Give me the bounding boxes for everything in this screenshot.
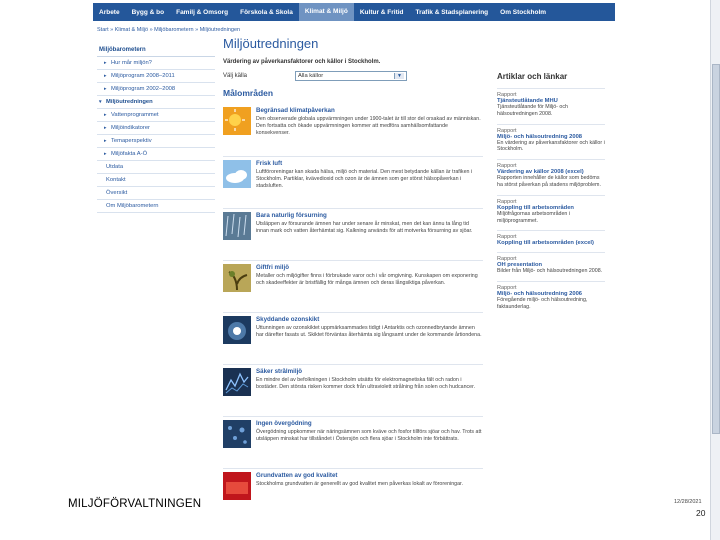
nav-item-4[interactable]: Klimat & Miljö (299, 3, 354, 21)
target-area-title-link[interactable]: Ingen övergödning (256, 420, 312, 427)
sun-icon[interactable] (223, 107, 251, 135)
web-page (93, 0, 615, 540)
target-area-text (256, 368, 483, 416)
article-type: Rapport (497, 256, 517, 263)
radiation-icon[interactable] (223, 368, 251, 396)
chevron-right-icon: ▸ (104, 138, 107, 144)
target-area-title-link[interactable]: Säker strålmiljö (256, 368, 303, 375)
article-link-item (497, 252, 605, 281)
leftnav-item-label: Miljöprogram 2008–2011 (111, 73, 175, 79)
chevron-right-icon: ▸ (104, 112, 107, 118)
target-area-item (223, 208, 483, 260)
footer-page-number: 20 (696, 508, 706, 518)
links-list (497, 88, 605, 317)
chevron-right-icon: ▸ (104, 151, 107, 157)
footer-date: 12/28/2021 (674, 499, 702, 505)
target-area-title-link[interactable]: Frisk luft (256, 160, 283, 167)
nav-item-7[interactable]: Om Stockholm (500, 8, 547, 16)
article-link[interactable]: Tjänsteutlåtande MHU (497, 98, 558, 104)
leftnav-item-label: Översikt (106, 190, 128, 196)
leftnav-title[interactable]: Miljöbarometern (97, 42, 215, 57)
article-link-item (497, 124, 605, 160)
article-link[interactable]: Miljö- och hälsoutredning 2006 (497, 291, 583, 298)
article-link[interactable]: Koppling till arbetsområden (497, 204, 574, 211)
leftnav-item-label: Hur mår miljön? (111, 60, 152, 66)
leftnav-item[interactable] (97, 148, 215, 161)
leftnav-item-label: Vattenprogrammet (111, 112, 159, 118)
leftnav-item-label: Miljöutredningen (106, 99, 153, 105)
filter-row (223, 71, 483, 81)
leftnav-item[interactable] (97, 109, 215, 122)
leftnav-item[interactable] (97, 57, 215, 70)
nav-item-6[interactable]: Trafik & Stadsplanering (415, 8, 489, 16)
article-description: Rapporten innehåller de källor som bedöms ha störst påverkan på stadens miljöproblem. (497, 175, 601, 188)
filter-label: Välj källa (223, 73, 248, 79)
plant-icon[interactable] (223, 264, 251, 292)
scrollbar-thumb[interactable] (712, 64, 720, 434)
main-content (223, 36, 483, 520)
article-link-item (497, 88, 605, 124)
article-type: Rapport (497, 163, 517, 170)
target-area-description: Övergödning uppkommer när näringsämnen som kväve och fosfor tillförs sjöar och hav. Trots att utsläppen minskat har tillståndet i Östersjön och flera sjöar i Stockholm inte förbättrats. (256, 429, 482, 442)
article-type: Rapport (497, 127, 517, 134)
leftnav-item[interactable] (97, 161, 215, 174)
target-area-title-link[interactable]: Grundvatten av god kvalitet (256, 472, 338, 479)
leftnav-item[interactable] (97, 96, 215, 109)
target-area-item (223, 156, 483, 208)
target-area-title-link[interactable]: Begränsad klimatpåverkan (256, 107, 335, 114)
target-area-item (223, 364, 483, 416)
target-area-item (223, 468, 483, 520)
leftnav-item-label: Miljöindikatorer (111, 125, 150, 131)
target-area-text (256, 212, 483, 260)
leftnav-item-label: Temaperspektiv (111, 138, 152, 144)
article-link-item (497, 195, 605, 231)
target-area-description: Uttunningen av ozonskiktet uppmärksammades tidigt i Antarktis och ozonnedbrytande ämnen har därefter fasats ut. Skiktet förväntas återhämta sig långsamt under de kommande årtiondena. (256, 325, 482, 338)
leftnav-item[interactable] (97, 200, 215, 213)
leftnav-item-label: Om Miljöbarometern (106, 203, 159, 209)
right-heading: Artiklar och länkar (497, 72, 568, 81)
article-type: Rapport (497, 92, 517, 98)
target-area-title-link[interactable]: Bara naturlig försurning (256, 212, 327, 219)
article-link[interactable]: OH presentation (497, 262, 543, 269)
article-type: Rapport (497, 198, 517, 205)
target-area-description: Utsläppen av försurande ämnen har under senare år minskat, men det kan ännu ta lång tid innan mark och vatten återhämtat sig. Kalkning används för att motverka försurning av sjöar. (256, 221, 473, 234)
target-area-title-link[interactable]: Skyddande ozonskikt (256, 316, 320, 323)
leftnav-item[interactable] (97, 135, 215, 148)
page-title: Miljöutredningen (223, 36, 319, 51)
article-link-item (497, 230, 605, 252)
article-description: En värdering av påverkansfaktorer och källor i Stockholm. (497, 139, 605, 153)
leftnav-item[interactable] (97, 122, 215, 135)
rain-icon[interactable] (223, 212, 251, 240)
nav-item-5[interactable]: Kultur & Fritid (359, 8, 404, 16)
nav-item-2[interactable]: Familj & Omsorg (176, 8, 229, 16)
section-heading: Målområden (223, 88, 274, 98)
ozone-icon[interactable] (223, 316, 251, 344)
footer-organization: MILJÖFÖRVALTNINGEN (68, 498, 202, 510)
chevron-right-icon: ▸ (104, 60, 107, 66)
target-area-description: Luftföroreningar kan skada hälsa, miljö och material. Den mest betydande källan är trafiken i Stockholm. Partiklar, kvävedioxid och ozon är de ämnen som ger störst hälsopåverkan i stadsluften. (256, 169, 473, 189)
target-area-item (223, 312, 483, 364)
leftnav-items (97, 57, 215, 213)
target-area-title-link[interactable]: Giftfri miljö (256, 264, 289, 271)
article-description: Bilder från Miljö- och hälsoutredningen 2008. (497, 268, 603, 275)
source-select[interactable] (295, 71, 407, 81)
article-link-item (497, 281, 605, 317)
leftnav-item[interactable] (97, 187, 215, 200)
top-navigation (93, 3, 615, 21)
water-icon[interactable] (223, 472, 251, 500)
target-area-description: Stockholms grundvatten är generellt av god kvalitet men påverkas lokalt av föroreningar. (256, 481, 463, 487)
article-description: Miljöfrågornas arbetsområden i miljöprogrammet. (497, 210, 571, 224)
article-link[interactable]: Miljö- och hälsoutredning 2008 (497, 133, 583, 140)
target-area-description: Metaller och miljögifter finns i förbrukade varor och i vår omgivning. Kunskapen om exponering och skadeeffekter är bristfällig för många ämnen och deras långsiktiga påverkan. (256, 273, 478, 286)
leftnav-item[interactable] (97, 174, 215, 187)
target-area-text (256, 160, 483, 208)
article-description: Tjänsteutlåtande för Miljö- och hälsoutredningen 2008. (497, 104, 568, 117)
chevron-right-icon: ▸ (104, 86, 107, 92)
nav-item-0[interactable]: Arbete (99, 8, 120, 16)
nav-item-1[interactable]: Bygg & bo (131, 8, 165, 16)
chevron-right-icon: ▸ (104, 73, 107, 79)
target-area-text (256, 472, 483, 520)
leftnav-item-label: Miljöfakta A-Ö (111, 151, 148, 157)
target-area-item (223, 260, 483, 312)
leftnav-item[interactable] (97, 70, 215, 83)
target-areas-list (223, 104, 483, 520)
article-link[interactable]: Koppling till arbetsområden (excel) (497, 240, 594, 247)
right-column (497, 72, 605, 317)
chevron-down-icon: ▾ (99, 99, 102, 105)
chevron-right-icon: ▸ (104, 125, 107, 131)
article-description: Föregående miljö- och hälsoutredning, faktaunderlag. (497, 297, 588, 310)
target-area-description: En mindre del av befolkningen i Stockholm utsätts för elektromagnetiska fält och radon i bostäder. Den största risken kommer dock från ultraviolett strålning från solen och hudcancer. (256, 377, 476, 390)
article-link-item (497, 159, 605, 195)
nav-item-3[interactable]: Förskola & Skola (240, 8, 293, 16)
page-subtitle: Värdering av påverkansfaktorer och källor i Stockholm. (223, 59, 381, 65)
article-link[interactable]: Värdering av källor 2008 (excel) (497, 169, 584, 176)
nutrient-icon[interactable] (223, 420, 251, 448)
leftnav-item-label: Miljöprogram 2002–2008 (111, 86, 176, 92)
article-type: Rapport (497, 234, 517, 241)
target-area-text (256, 107, 483, 156)
left-navigation (97, 42, 215, 213)
vertical-scrollbar[interactable] (710, 0, 720, 540)
source-select-value: Alla källor (298, 73, 324, 79)
chevron-down-icon[interactable]: ▼ (394, 73, 404, 79)
target-area-item (223, 416, 483, 468)
breadcrumb[interactable]: Start » Klimat & Miljö » Miljöbarometern » Miljöutredningen (97, 27, 241, 33)
target-area-text (256, 316, 483, 364)
target-area-text (256, 264, 483, 312)
cloud-icon[interactable] (223, 160, 251, 188)
leftnav-item-label: Kontakt (106, 177, 126, 183)
target-area-text (256, 420, 483, 468)
leftnav-item-label: Utdata (106, 164, 124, 170)
article-type: Rapport (497, 285, 517, 292)
leftnav-item[interactable] (97, 83, 215, 96)
target-area-item (223, 104, 483, 156)
target-area-description: Den observerade globala uppvärmningen under 1900-talet är till stor del orsakad av människan. Den fortsatta och ökade uppvärmningen kommer att medföra samhällsomfattande konsekvenser. (256, 116, 481, 136)
